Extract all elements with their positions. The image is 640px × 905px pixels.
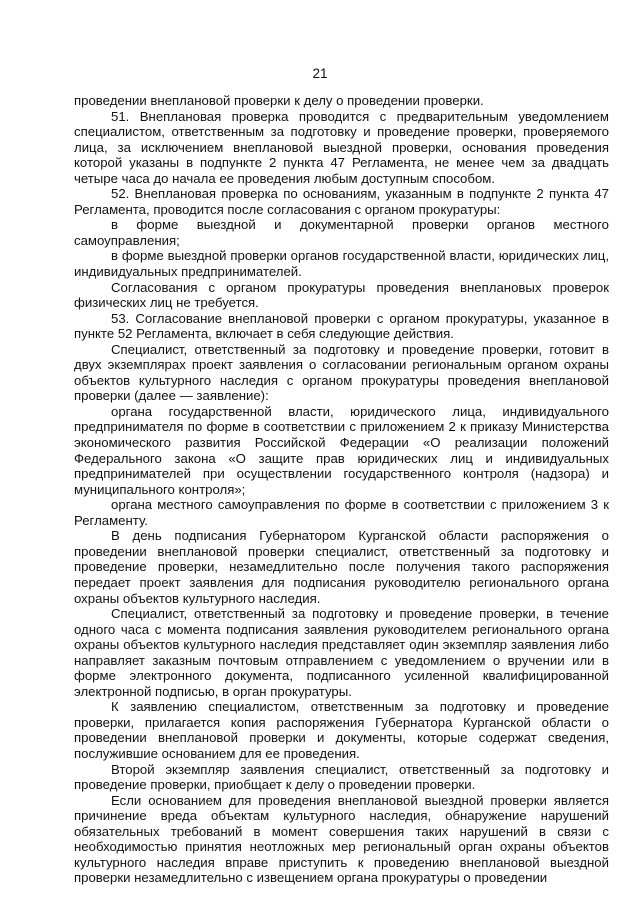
paragraph: 51. Внеплановая проверка проводится с предварительным уведомлением специалистом, ответственным за подготовку и проведение проверки, проверяемого лица, за исключением внеплановой выездной проверки, основания проведения которой указаны в подпункте 2 пункта 47 Регламента, не менее чем за двадцать четыре часа до начала ее проведения любым доступным способом. (74, 108, 609, 186)
document-body (74, 93, 609, 886)
paragraph: в форме выездной и документарной проверки органов местного самоуправления; (74, 217, 609, 248)
paragraph: В день подписания Губернатором Курганской области распоряжения о проведении внеплановой проверки специалист, ответственный за подготовку и проведение проверки, незамедлительно после получения такого распоряжения передает проект заявления для подписания руководителю регионального органа охраны объектов культурного наследия. (74, 528, 609, 606)
paragraph: 53. Согласование внеплановой проверки с органом прокуратуры, указанное в пункте 52 Регламента, включает в себя следующие действия. (74, 310, 609, 342)
paragraph: Специалист, ответственный за подготовку и проведение проверки, в течение одного часа с момента подписания заявления руководителем регионального органа охраны объектов культурного наследия представляет один экземпляр заявления либо направляет заказным почтовым отправлением с уведомлением о вручении или в форме электронного документа, подписанного усиленной квалифицированной электронной подписью, в орган прокуратуры. (74, 606, 609, 699)
paragraph: органа местного самоуправления по форме в соответствии с приложением 3 к Регламенту. (74, 497, 609, 528)
paragraph: Согласования с органом прокуратуры проведения внеплановых проверок физических лиц не требуется. (74, 279, 609, 311)
paragraph: проведении внеплановой проверки к делу о проведении проверки. (74, 93, 484, 108)
paragraph: Специалист, ответственный за подготовку и проведение проверки, готовит в двух экземплярах проект заявления о согласовании региональным органом охраны объектов культурного наследия с органом прокуратуры проведения внеплановой проверки (далее — заявление): (74, 341, 609, 404)
paragraph: в форме выездной проверки органов государственной власти, юридических лиц, индивидуальных предпринимателей. (74, 248, 609, 280)
paragraph: Второй экземпляр заявления специалист, ответственный за подготовку и проведение проверки, приобщает к делу о проведении проверки. (74, 761, 609, 793)
paragraph: Если основанием для проведения внеплановой выездной проверки является причинение вреда объектам культурного наследия, обнаружение нарушений обязательных требований в момент совершения таких нарушений в связи с необходимостью принятия неотложных мер региональный орган охраны объектов культурного наследия вправе приступить к проведению внеплановой выездной проверки незамедлительно с извещением органа прокуратуры о проведении (74, 792, 609, 886)
page-number: 21 (312, 66, 328, 81)
paragraph: К заявлению специалистом, ответственным за подготовку и проведение проверки, прилагается копия распоряжения Губернатора Курганской области о проведении внеплановой проверки и документы, которые содержат сведения, послужившие основанием для ее проведения. (74, 699, 609, 761)
paragraph: 52. Внеплановая проверка по основаниям, указанным в подпункте 2 пункта 47 Регламента, проводится после согласования с органом прокуратуры: (74, 186, 609, 217)
paragraph: органа государственной власти, юридического лица, индивидуального предпринимателя по форме в соответствии с приложением 2 к приказу Министерства экономического развития Российской Федерации «О реализации положений Федерального закона «О защите прав юридических лиц и индивидуальных предпринимателей при осуществлении государственного контроля (надзора) и муниципального контроля»; (74, 403, 609, 497)
